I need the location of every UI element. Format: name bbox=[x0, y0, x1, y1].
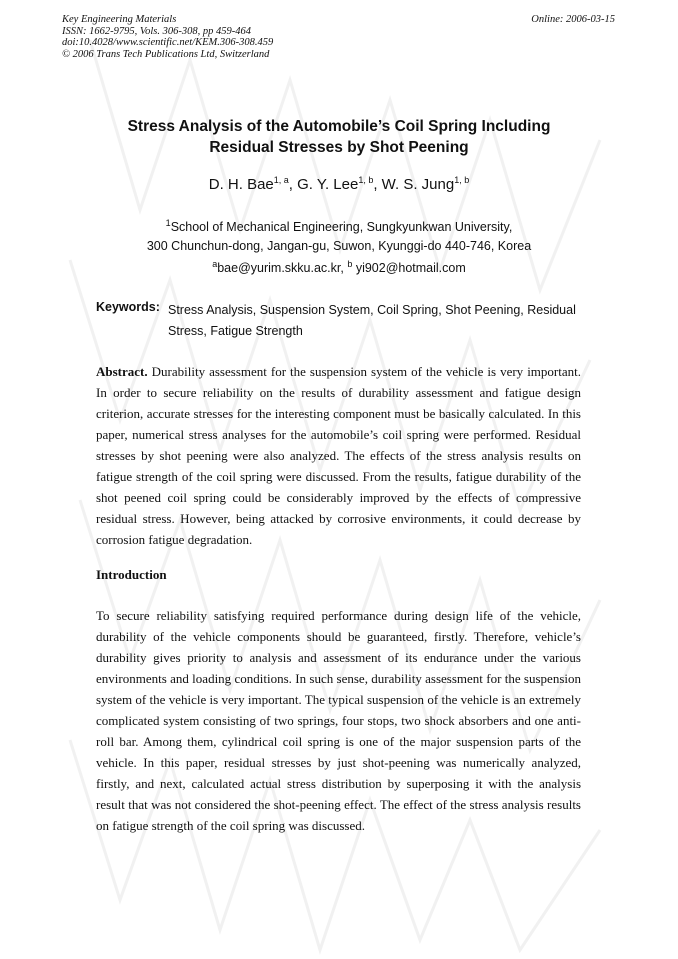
author-list bbox=[60, 175, 618, 193]
affiliation-school: School of Mechanical Engineering, Sungkyunkwan University, bbox=[170, 220, 513, 235]
author-affil-sup: 1, b bbox=[358, 175, 374, 185]
author-name: G. Y. Lee bbox=[297, 176, 359, 193]
email-b[interactable]: yi902@hotmail.com bbox=[352, 261, 466, 276]
journal-header bbox=[62, 14, 273, 60]
abstract-text: Durability assessment for the suspension system of the vehicle is very important. In order to secure reliability on the results of durability assessment and fatigue design criterion, accurate stresses for the interesting component must be basically calculated. In this paper, numerical stress analyses for the automobile’s coil spring were performed. Residual stresses by shot peening were also analyzed. The effects of the stress analysis results on fatigue strength of the coil spring were discussed. From the results, fatigue durability of the shot peened coil spring could be considerably improved by the effects of compressive residual stress. However, being attacked by corrosive environments, it could decrease by corrosion fatigue degradation. bbox=[96, 364, 581, 547]
affiliation-emails bbox=[60, 259, 618, 275]
online-date: Online: 2006-03-15 bbox=[531, 14, 615, 25]
paper-title bbox=[60, 116, 618, 158]
introduction-text: To secure reliability satisfying required performance during design life of the vehicle, durability of the vehicle components should be guaranteed, firstly. Therefore, vehicle’s durability gives priority to analysis and assessment of its endurance under the various environments and loading conditions. In such sense, durability assessment for the suspension system of the vehicle is very important. The typical suspension of the vehicle is an extremely complicated system consisting of two springs, four stops, two shock absorbers and one anti-roll bar. Among them, cylindrical coil spring is one of the major suspension parts of the vehicle. In this paper, residual stresses by just shot-peening was numerically analyzed, firstly, and next, calculated actual stress distribution by superposing it with the analysis result that was not considered the shot-peening effect. The effect of the stress analysis results on fatigue strength of the coil spring was discussed. bbox=[96, 608, 581, 833]
author-name: D. H. Bae bbox=[208, 176, 274, 193]
introduction-heading: Introduction bbox=[96, 567, 167, 582]
abstract bbox=[96, 361, 581, 550]
author-affil-sup: 1, b bbox=[454, 175, 470, 185]
keywords-text: Stress Analysis, Suspension System, Coil Spring, Shot Peening, Residual Stress, Fatigue Strength bbox=[168, 303, 576, 338]
keywords-label: Keywords: bbox=[96, 300, 160, 314]
author-affil-sup: 1, a bbox=[273, 175, 289, 185]
journal-issn: ISSN: 1662-9795, Vols. 306-308, pp 459-464 bbox=[62, 25, 251, 37]
email-a-sup: a bbox=[212, 259, 218, 269]
email-a[interactable]: bae@yurim.skku.ac.kr, bbox=[217, 261, 348, 276]
author-name: W. S. Jung bbox=[381, 176, 455, 193]
journal-doi[interactable]: doi:10.4028/www.scientific.net/KEM.306-308.459 bbox=[62, 37, 274, 48]
journal-name: Key Engineering Materials bbox=[62, 14, 177, 25]
affiliation-line-2: 300 Chunchun-dong, Jangan-gu, Suwon, Kyunggi-do 440-746, Korea bbox=[146, 239, 532, 253]
author-separator: , bbox=[288, 176, 298, 193]
abstract-label: Abstract. bbox=[96, 364, 148, 379]
journal-copyright: © 2006 Trans Tech Publications Ltd, Switzerland bbox=[62, 48, 270, 60]
author-separator: , bbox=[373, 176, 382, 193]
title-line-2: Residual Stresses by Shot Peening bbox=[209, 139, 469, 156]
title-line-1: Stress Analysis of the Automobile’s Coil Spring Including bbox=[127, 118, 551, 135]
affiliation-sup: 1 bbox=[165, 218, 171, 228]
email-b-sup: b bbox=[347, 259, 353, 269]
affiliation-line-1 bbox=[60, 218, 618, 234]
